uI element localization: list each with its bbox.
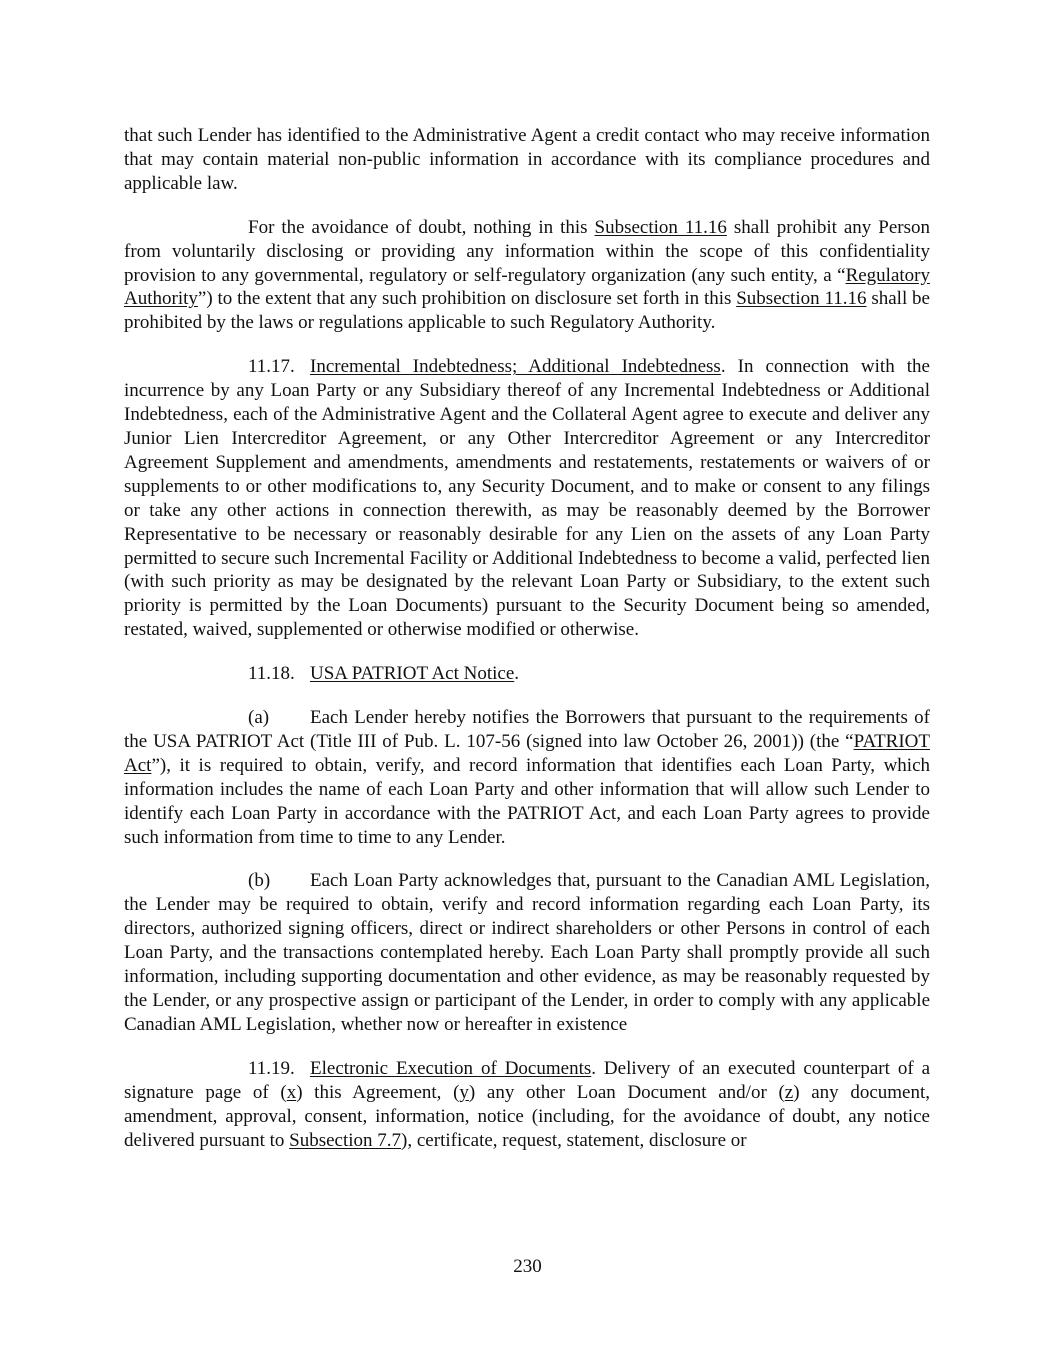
- defined-term: Regulatory Authority: [124, 264, 930, 310]
- section-text: ) any document, amendment, approval, consent, information, notice (including, for the avoidance of doubt, any notice delivered pursuant to: [124, 1081, 931, 1151]
- clause-text: Each Loan Party acknowledges that, pursuant to the Canadian AML Legislation, the Lender may be required to obtain, verify and record information regarding each Loan Party, its directors, authorized signing officers, direct or indirect shareholders or other Persons in control of each Loan Party, and the transactions contemplated hereby. Each Loan Party shall promptly provide all such information, including supporting documentation and other evidence, as may be reasonably requested by the Lender, or any prospective assign or participant of the Lender, in order to comply with any applicable Canadian AML Legislation, whether now or hereafter in existence: [124, 870, 930, 1035]
- subsection-reference: Subsection 11.16: [736, 288, 867, 310]
- paragraph-text: that such Lender has identified to the Administrative Agent a credit contact who may receive information that may contain material non-public information in accordance with its compliance procedures and applicable law.: [124, 125, 930, 194]
- section-heading: USA PATRIOT Act Notice: [310, 663, 515, 685]
- document-page: [124, 124, 930, 1172]
- clause-label: (b): [248, 870, 271, 892]
- section-11-18-b: [124, 869, 930, 1036]
- paragraph-avoidance-of-doubt: [124, 216, 930, 336]
- subsection-reference: Subsection 7.7: [289, 1129, 402, 1151]
- item-letter: y: [459, 1081, 469, 1103]
- defined-term: PATRIOT Act: [124, 730, 930, 776]
- section-11-18-a: [124, 706, 930, 849]
- section-11-17: [124, 355, 930, 642]
- section-text: ) any other Loan Document and/or (: [468, 1081, 785, 1103]
- item-letter: z: [784, 1081, 794, 1103]
- section-11-19: [124, 1057, 930, 1153]
- section-text: . In connection with the incurrence by any Loan Party or any Subsidiary thereof of any Incremental Indebtedness or Additional Indebtedness, each of the Administrative Agent and the Collateral Agent agree to execute and deliver any Junior Lien Intercreditor Agreement, or any Other Intercreditor Agreement or any Intercreditor Agreement Supplement and amendments, amendments and restatements, restatements or waivers of or supplements to or other modifications to, any Security Document, and to make or consent to any filings or take any other actions in connection therewith, as may be reasonably deemed by the Borrower Representative to be necessary or reasonably desirable for any Lien on the assets of any Loan Party permitted to secure such Incremental Facility or Additional Indebtedness to become a valid, perfected lien (with such priority as may be designated by the relevant Loan Party or Subsidiary, to the extent such priority is permitted by the Loan Documents) pursuant to the Security Document being so amended, restated, waived, supplemented or otherwise modified or otherwise.: [124, 356, 930, 641]
- section-heading: Electronic Execution of Documents: [310, 1057, 592, 1079]
- paragraph-text: ”) to the extent that any such prohibition on disclosure set forth in this: [197, 288, 737, 310]
- section-heading-period: .: [514, 663, 520, 685]
- section-text: . Delivery of an executed counterpart of a signature page of (: [124, 1057, 931, 1103]
- page-number: 230: [513, 1256, 542, 1277]
- clause-text: Each Lender hereby notifies the Borrowers that pursuant to the requirements of the USA PATRIOT Act (Title III of Pub. L. 107-56 (signed into law October 26, 2001)) (the “: [124, 707, 930, 752]
- paragraph-text: shall prohibit any Person from voluntarily disclosing or providing any information within the scope of this confidentiality provision to any governmental, regulatory or self-regulatory organization (any such entity, a “: [124, 216, 930, 286]
- section-number: 11.19.: [248, 1057, 295, 1079]
- item-letter: x: [286, 1081, 297, 1103]
- section-number: 11.17.: [248, 356, 295, 378]
- paragraph-text: For the avoidance of doubt, nothing in this: [248, 216, 595, 238]
- section-heading: Incremental Indebtedness; Additional Indebtedness: [310, 356, 721, 378]
- section-number: 11.18.: [248, 663, 295, 685]
- section-11-18-heading: [124, 662, 930, 686]
- section-text: ), certificate, request, statement, disclosure or: [401, 1129, 747, 1151]
- section-text: ) this Agreement, (: [296, 1081, 460, 1103]
- clause-text: ”), it is required to obtain, verify, and record information that identifies each Loan Party, which information includes the name of each Loan Party and other information that will allow such Lender to identify each Loan Party in accordance with the PATRIOT Act, and each Loan Party agrees to provide such information from time to time to any Lender.: [124, 754, 930, 848]
- clause-label: (a): [248, 707, 270, 729]
- subsection-reference: Subsection 11.16: [594, 216, 727, 238]
- paragraph-text: shall be prohibited by the laws or regulations applicable to such Regulatory Authority.: [124, 288, 930, 334]
- paragraph-continuation: [124, 124, 930, 196]
